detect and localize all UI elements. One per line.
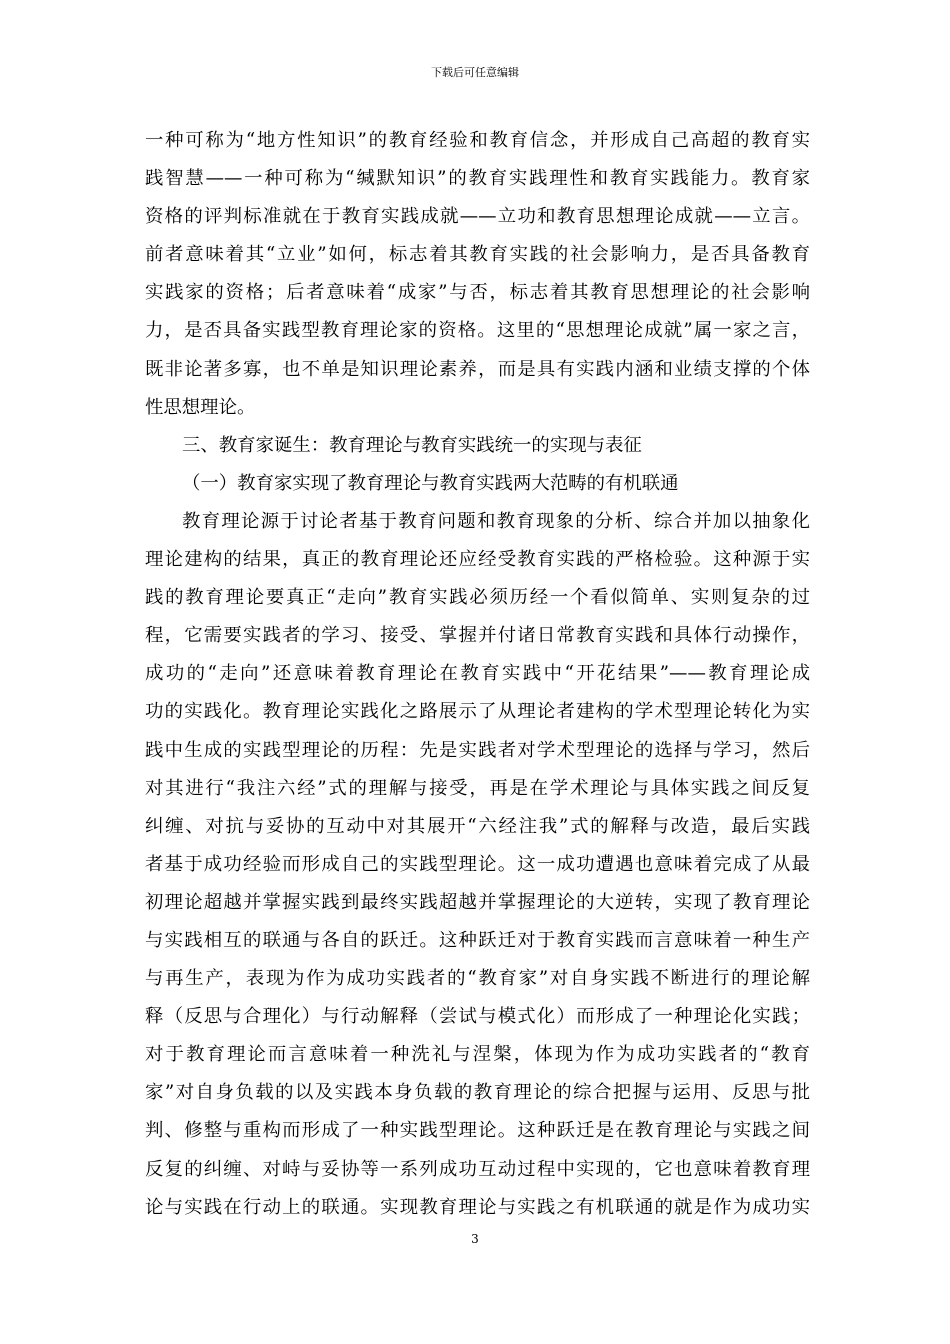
text-line: 成功的“走向”还意味着教育理论在教育实践中“开花结果”——教育理论成 xyxy=(145,663,810,685)
page-number: 3 xyxy=(471,1232,479,1246)
page-header: 下载后可任意编辑 xyxy=(431,66,519,79)
text-line: 教育理论源于讨论者基于教育问题和教育现象的分析、综合并加以抽象化 xyxy=(182,510,810,532)
text-line: 纠缠、对抗与妥协的互动中对其展开“六经注我”式的解释与改造，最后实践 xyxy=(145,815,810,837)
text-line: 前者意味着其“立业”如何，标志着其教育实践的社会影响力，是否具备教育 xyxy=(145,244,810,266)
subsection-heading: （一）教育家实现了教育理论与教育实践两大范畴的有机联通 xyxy=(182,472,679,494)
text-line: 既非论著多寡，也不单是知识理论素养，而是具有实践内涵和业绩支撑的个体 xyxy=(145,358,810,380)
text-line: 与实践相互的联通与各自的跃迁。这种跃迁对于教育实践而言意味着一种生产 xyxy=(145,929,810,951)
text-line: 践智慧——一种可称为“缄默知识”的教育实践理性和教育实践能力。教育家 xyxy=(145,168,810,190)
text-line: 程，它需要实践者的学习、接受、掌握并付诸日常教育实践和具体行动操作， xyxy=(145,625,810,647)
text-line: 释（反思与合理化）与行动解释（尝试与模式化）而形成了一种理论化实践； xyxy=(145,1006,810,1028)
text-line: 判、修整与重构而形成了一种实践型理论。这种跃迁是在教育理论与实践之间 xyxy=(145,1120,810,1142)
text-line: 与再生产，表现为作为成功实践者的“教育家”对自身实践不断进行的理论解 xyxy=(145,968,810,990)
text-line: 对其进行“我注六经”式的理解与接受，再是在学术理论与具体实践之间反复 xyxy=(145,777,810,799)
text-line: 论与实践在行动上的联通。实现教育理论与实践之有机联通的就是作为成功实 xyxy=(145,1196,810,1218)
section-heading: 三、教育家诞生：教育理论与教育实践统一的实现与表征 xyxy=(182,434,642,456)
text-line: 一种可称为“地方性知识”的教育经验和教育信念，并形成自己高超的教育实 xyxy=(145,130,810,151)
text-line: 践中生成的实践型理论的历程：先是实践者对学术型理论的选择与学习，然后 xyxy=(145,739,810,761)
text-line: 实践家的资格；后者意味着“成家”与否，标志着其教育思想理论的社会影响 xyxy=(145,282,810,304)
text-line: 性思想理论。 xyxy=(145,396,256,418)
text-line: 理论建构的结果，真正的教育理论还应经受教育实践的严格检验。这种源于实 xyxy=(145,549,810,571)
text-line: 家”对自身负载的以及实践本身负载的教育理论的综合把握与运用、反思与批 xyxy=(145,1082,810,1104)
document-body xyxy=(145,122,810,1227)
text-line: 者基于成功经验而形成自己的实践型理论。这一成功遭遇也意味着完成了从最 xyxy=(145,853,810,875)
text-line: 功的实践化。教育理论实践化之路展示了从理论者建构的学术型理论转化为实 xyxy=(145,701,810,723)
text-line: 初理论超越并掌握实践到最终实践超越并掌握理论的大逆转，实现了教育理论 xyxy=(145,891,810,913)
text-line: 反复的纠缠、对峙与妥协等一系列成功互动过程中实现的，它也意味着教育理 xyxy=(145,1158,810,1180)
text-line: 对于教育理论而言意味着一种洗礼与涅槃，体现为作为成功实践者的“教育 xyxy=(145,1044,810,1066)
text-line: 力，是否具备实践型教育理论家的资格。这里的“思想理论成就”属一家之言， xyxy=(145,320,810,342)
text-line: 践的教育理论要真正“走向”教育实践必须历经一个看似简单、实则复杂的过 xyxy=(145,587,810,609)
text-line: 资格的评判标准就在于教育实践成就——立功和教育思想理论成就——立言。 xyxy=(145,206,810,228)
